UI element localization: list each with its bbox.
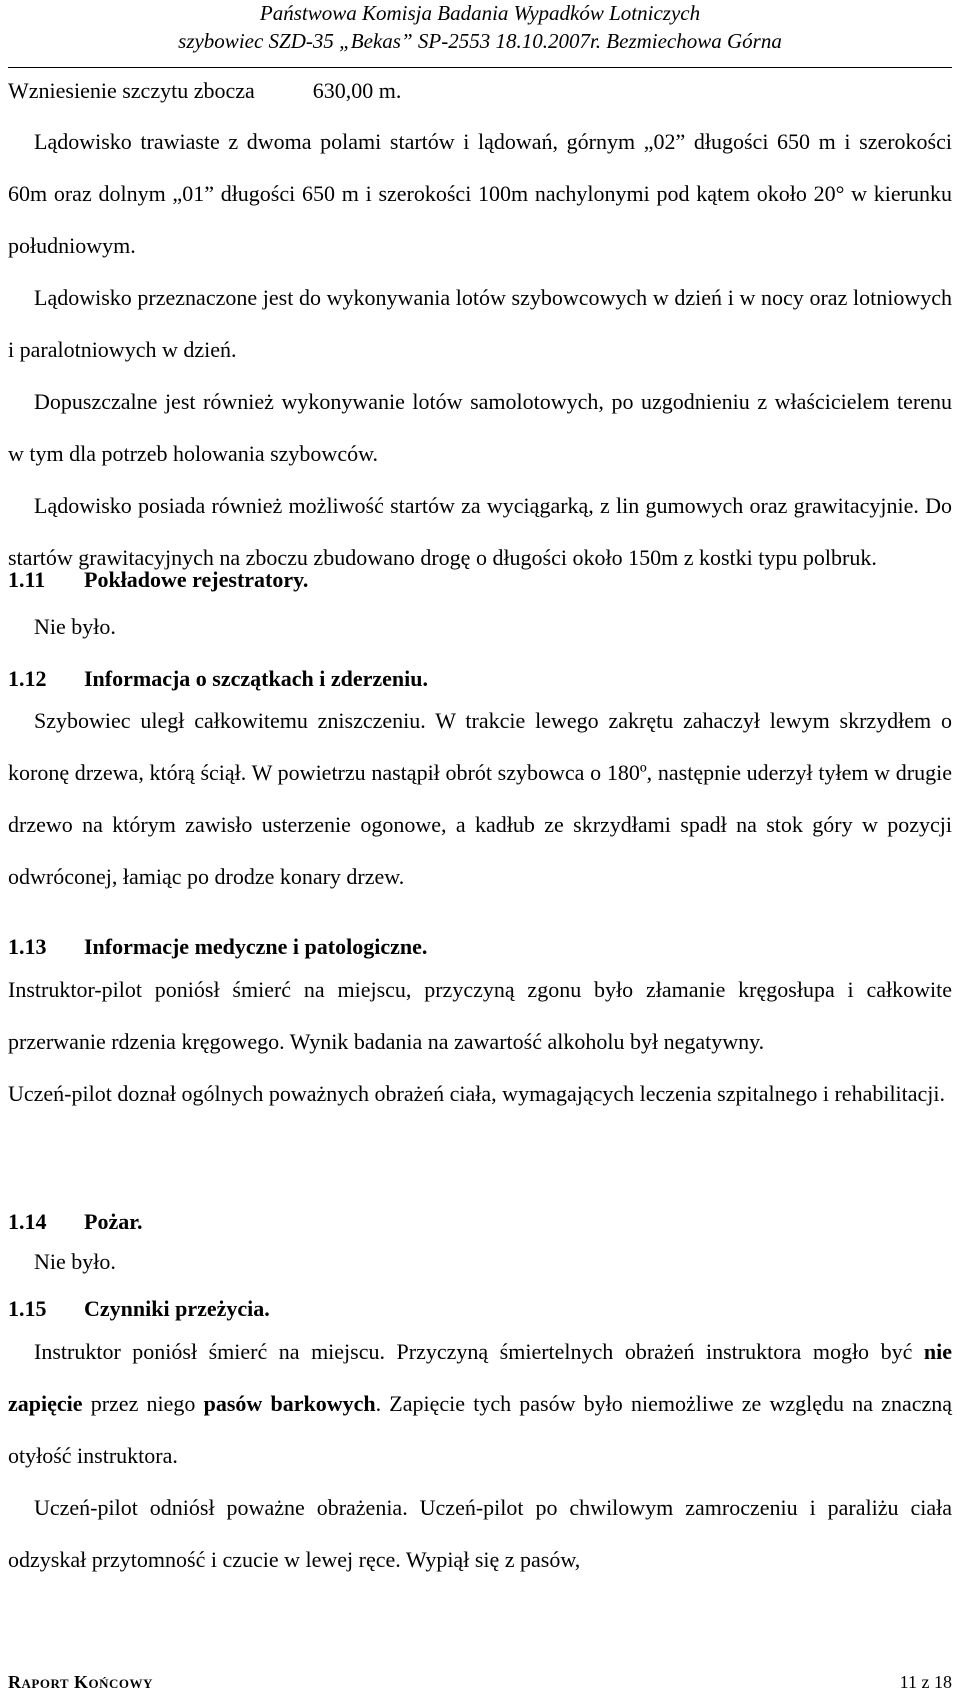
section-1-13-body bbox=[8, 964, 952, 1120]
section-1-14-text: Nie było. bbox=[34, 1249, 116, 1274]
summit-label: Wzniesienie szczytu zbocza bbox=[8, 78, 255, 103]
section-heading-1-15: 1.15 Czynniki przeżycia. bbox=[8, 1296, 270, 1321]
section-1-15-body bbox=[8, 1326, 952, 1586]
body-block-1 bbox=[8, 116, 952, 584]
footer-page-number: 11 z 18 bbox=[899, 1672, 952, 1692]
paragraph-airplane-flights: Dopuszczalne jest również wykonywanie lotów samolotowych, po uzgodnieniu z właścicielem terenu w tym dla potrzeb holowania szybowców. bbox=[8, 389, 952, 466]
footer-report-title: Raport Końcowy bbox=[8, 1672, 153, 1692]
section-1-12-body bbox=[8, 695, 952, 903]
paragraph-student-survival: Uczeń-pilot odniósł poważne obrażenia. Uczeń-pilot po chwilowym zamroczeniu i paraliżu ciała odzyskał przytomność i czucie w lewej ręce. Wypiął się z pasów, bbox=[8, 1495, 952, 1572]
section-heading-1-11: 1.11 Pokładowe rejestratory. bbox=[8, 567, 309, 592]
paragraph-wreckage: Szybowiec uległ całkowitemu zniszczeniu. W trakcie lewego zakrętu zahaczył lewym skrzydłem o koronę drzewa, którą ściął. W powietrzu nastąpił obrót szybowca o 180º, następnie uderzył tyłem w drugie drzewo na którym zawisło usterzenie ogonowe, a kadłub ze skrzydłami spadł na stok góry w pozycji odwróconej, łamiąc po drodze konary drzew. bbox=[8, 708, 952, 889]
paragraph-launch-methods: Lądowisko posiada również możliwość startów za wyciągarką, z lin gumowych oraz grawitacyjnie. Do startów grawitacyjnych na zboczu zbudowano drogę o długości około 150m z kostki typu polbruk. bbox=[8, 493, 952, 570]
paragraph-instructor-medical: Instruktor-pilot poniósł śmierć na miejscu, przyczyną zgonu było złamanie kręgosłupa i całkowite przerwanie rdzenia kręgowego. Wynik badania na zawartość alkoholu był negatywny. bbox=[8, 977, 952, 1054]
paragraph-landing-purpose: Lądowisko przeznaczone jest do wykonywania lotów szybowcowych w dzień i w nocy oraz lotniowych i paralotniowych w dzień. bbox=[8, 285, 952, 362]
section-heading-1-13: 1.13 Informacje medyczne i patologiczne. bbox=[8, 934, 428, 959]
summit-value: 630,00 m. bbox=[312, 78, 402, 103]
paragraph-student-medical: Uczeń-pilot doznał ogólnych poważnych obrażeń ciała, wymagających leczenia szpitalnego i rehabilitacji. bbox=[8, 1081, 946, 1106]
paragraph-instructor-survival: Instruktor poniósł śmierć na miejscu. Przyczyną śmiertelnych obrażeń instruktora mogło być nie zapięcie przez niego pasów barkowych. Zapięcie tych pasów było niemożliwe ze względu na znaczną otyłość instruktora. bbox=[8, 1339, 953, 1468]
section-1-11-text: Nie było. bbox=[34, 614, 116, 639]
section-heading-1-12: 1.12 Informacja o szczątkach i zderzeniu. bbox=[8, 666, 428, 691]
page-footer bbox=[8, 1670, 952, 1694]
summit-elevation bbox=[8, 76, 952, 106]
header-rule bbox=[8, 67, 952, 68]
paragraph-landing-strip: Lądowisko trawiaste z dwoma polami startów i lądowań, górnym „02” długości 650 m i szerokości 60m oraz dolnym „01” długości 650 m i szerokości 100m nachylonymi pod kątem około 20° w kierunku południowym. bbox=[8, 129, 952, 258]
header-commission: Państwowa Komisja Badania Wypadków Lotniczych bbox=[259, 1, 701, 25]
header-glider-info: szybowiec SZD-35 „Bekas” SP-2553 18.10.2007r. Bezmiechowa Górna bbox=[178, 29, 782, 53]
section-heading-1-14: 1.14 Pożar. bbox=[8, 1209, 143, 1234]
